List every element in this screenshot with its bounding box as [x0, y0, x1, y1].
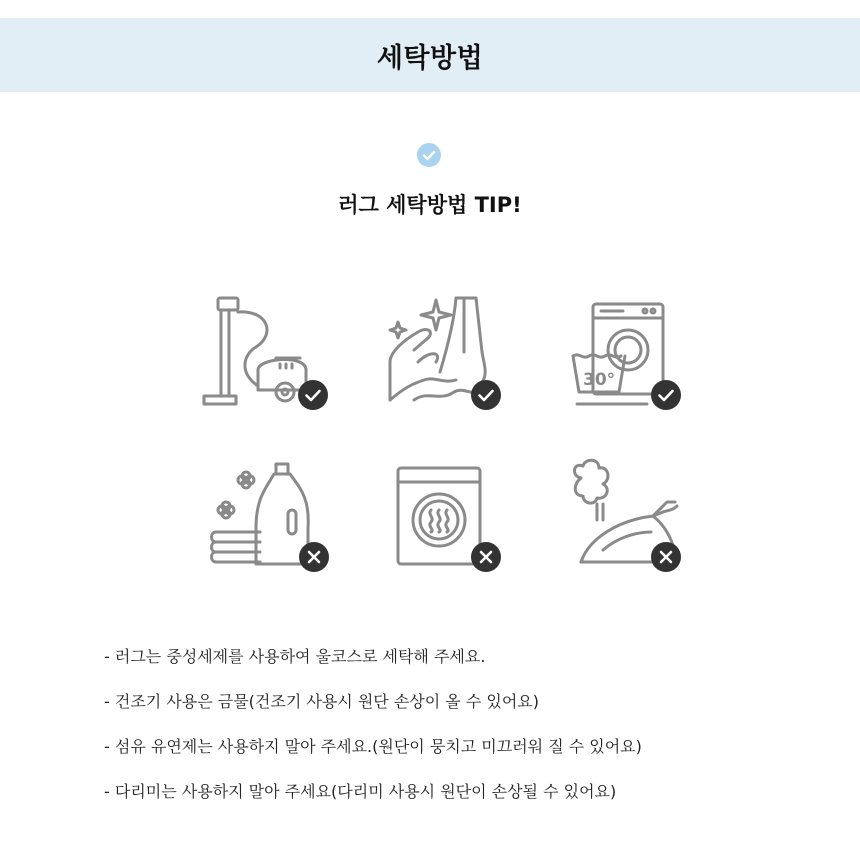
tip-item: - 건조기 사용은 금물(건조기 사용시 원단 손상이 올 수 있어요): [104, 692, 539, 711]
hand-wash-icon: [384, 292, 524, 417]
not-allowed-badge-icon: [299, 542, 329, 572]
tip-item: - 섬유 유연제는 사용하지 말아 주세요.(원단이 뭉치고 미끄러워 질 수 있어요): [104, 737, 642, 756]
not-allowed-badge-icon: [651, 542, 681, 572]
tip-item: - 러그는 중성세제를 사용하여 울코스로 세탁해 주세요.: [104, 647, 486, 666]
steam-iron-icon: [567, 458, 707, 583]
not-allowed-badge-icon: [471, 542, 501, 572]
tips-list: [104, 644, 642, 824]
vacuum-cleaner-icon: [196, 292, 336, 417]
check-circle-icon: [417, 143, 441, 167]
allowed-check-badge-icon: [651, 380, 681, 410]
allowed-check-badge-icon: [298, 380, 328, 410]
page-title: 세탁방법: [376, 42, 484, 74]
tip-item: - 다리미는 사용하지 말아 주세요(다리미 사용시 원단이 손상될 수 있어요): [104, 782, 617, 801]
tumble-dryer-icon: [384, 458, 524, 583]
washing-machine-30-icon: [567, 292, 707, 417]
fabric-softener-icon: [200, 458, 340, 583]
section-subtitle: 러그 세탁방법 TIP!: [338, 193, 522, 217]
allowed-check-badge-icon: [471, 380, 501, 410]
header-banner: [0, 18, 860, 92]
temperature-label: 30°: [583, 370, 616, 390]
